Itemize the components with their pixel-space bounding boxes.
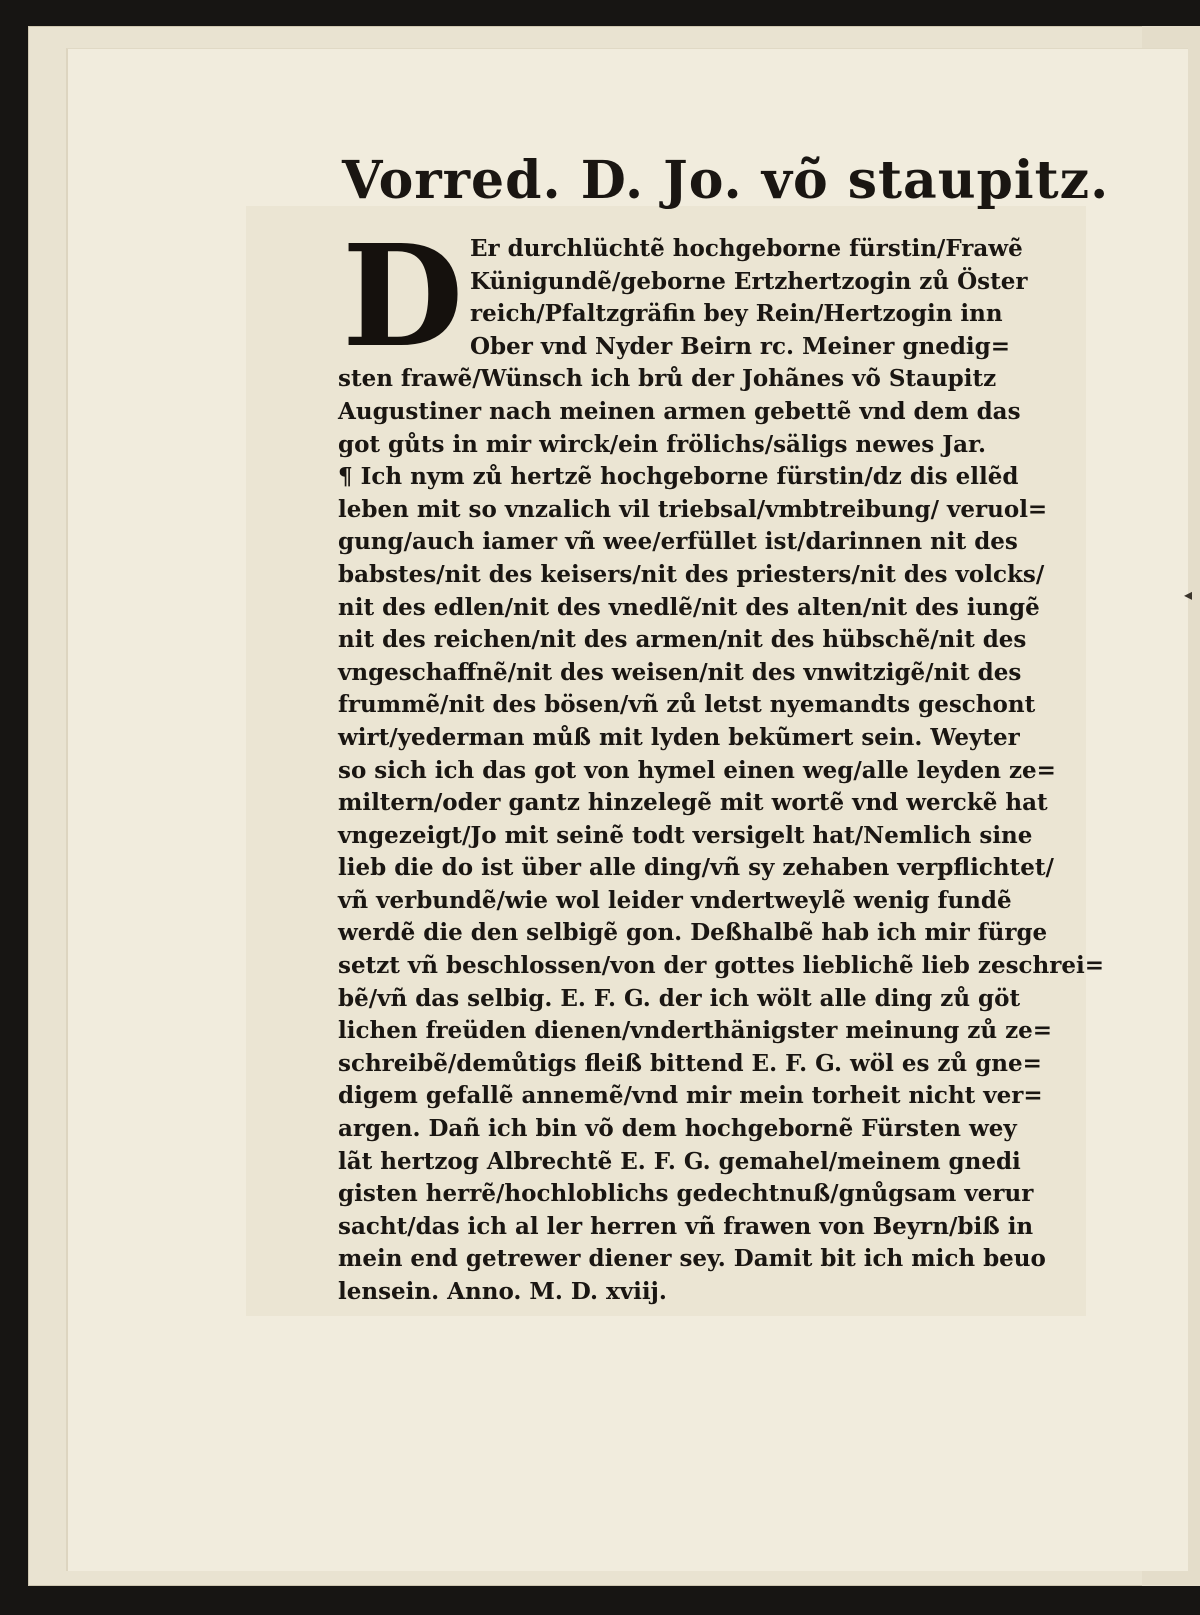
text-line: babstes/nit des keisers/nit des priesters/nit des volcks/ — [338, 560, 1045, 588]
text-line: got gůts in mir wirck/ein frölichs/säligs newes Jar. — [338, 430, 987, 458]
text-line: schreibẽ/demůtigs fleiß bittend E. F. G. wöl es zů gne= — [338, 1049, 1042, 1077]
text-line: reich/Pfaltzgräfin bey Rein/Hertzogin inn — [470, 300, 1003, 328]
text-line: nit des reichen/nit des armen/nit des hübschẽ/nit des — [338, 626, 1027, 654]
text-line: werdẽ die den selbigẽ gon. Deßhalbẽ hab ich mir fürge — [338, 919, 1048, 947]
text-line: gung/auch iamer vñ wee/erfüllet ist/darinnen nit des — [338, 528, 1018, 556]
text-line: Ober vnd Nyder Beirn rc. Meiner gnedig= — [470, 332, 1010, 360]
text-line: Künigundẽ/geborne Ertzhertzogin zů Öster — [470, 267, 1028, 295]
text-line: miltern/oder gantz hinzelegẽ mit wortẽ vnd werckẽ hat — [338, 789, 1048, 817]
text-line: lensein. Anno. M. D. xviij. — [338, 1278, 667, 1305]
text-line: gisten herrẽ/hochloblichs gedechtnuß/gnůgsam verur — [338, 1180, 1034, 1208]
text-line: Augustiner nach meinen armen gebettẽ vnd dem das — [338, 397, 1021, 425]
text-line: lichen freüden dienen/vnderthänigster meinung zů ze= — [338, 1017, 1053, 1045]
drop-cap-initial: D — [342, 215, 464, 379]
text-line: vngeschaffnẽ/nit des weisen/nit des vnwitzigẽ/nit des — [338, 658, 1022, 686]
text-line: leben mit so vnzalich vil triebsal/vmbtreibung/ veruol= — [338, 495, 1048, 523]
text-line: vngezeigt/Jo mit seinẽ todt versigelt hat/Nemlich sine — [338, 821, 1033, 849]
text-line: Er durchlüchtẽ hochgeborne fürstin/Frawẽ — [470, 235, 1023, 262]
text-line: lieb die do ist über alle ding/vñ sy zehaben verpflichtet/ — [338, 854, 1054, 882]
text-line: vñ verbundẽ/wie wol leider vndertweylẽ wenig fundẽ — [338, 886, 1012, 914]
text-line: argen. Dañ ich bin võ dem hochgebornẽ Fürsten wey — [338, 1115, 1017, 1143]
margin-mark: ◂ — [1183, 585, 1192, 604]
text-line: setzt vñ beschlossen/von der gottes lieblichẽ lieb zeschrei= — [338, 952, 1105, 980]
text-block — [338, 150, 1118, 1309]
text-line: frummẽ/nit des bösen/vñ zů letst nyemandts geschont — [338, 691, 1036, 719]
text-line: wirt/yederman můß mit lyden bekũmert sein. Weyter — [338, 723, 1020, 751]
text-line: bẽ/vñ das selbig. E. F. G. der ich wölt alle ding zů göt — [338, 984, 1021, 1012]
text-line: sacht/das ich al ler herren vñ frawen von Beyrn/biß in — [338, 1212, 1034, 1240]
text-line: lãt hertzog Albrechtẽ E. F. G. gemahel/meinem gnedi — [338, 1147, 1021, 1175]
text-line: sten frawẽ/Wünsch ich brů der Johãnes võ Staupitz — [338, 365, 997, 393]
text-line: nit des edlen/nit des vnedlẽ/nit des alten/nit des iungẽ — [338, 593, 1040, 621]
text-line: so sich ich das got von hymel einen weg/alle leyden ze= — [338, 756, 1056, 784]
page-heading: Vorred. D. Jo. võ staupitz. — [342, 150, 1110, 211]
text-line: digem gefallẽ annemẽ/vnd mir mein torheit nicht ver= — [338, 1082, 1043, 1110]
text-line: mein end getrewer diener sey. Damit bit ich mich beuo — [338, 1245, 1046, 1273]
body-text — [338, 215, 1118, 1309]
text-line: ¶ Ich nym zů hertzẽ hochgeborne fürstin/dz dis ellẽd — [338, 463, 1019, 491]
